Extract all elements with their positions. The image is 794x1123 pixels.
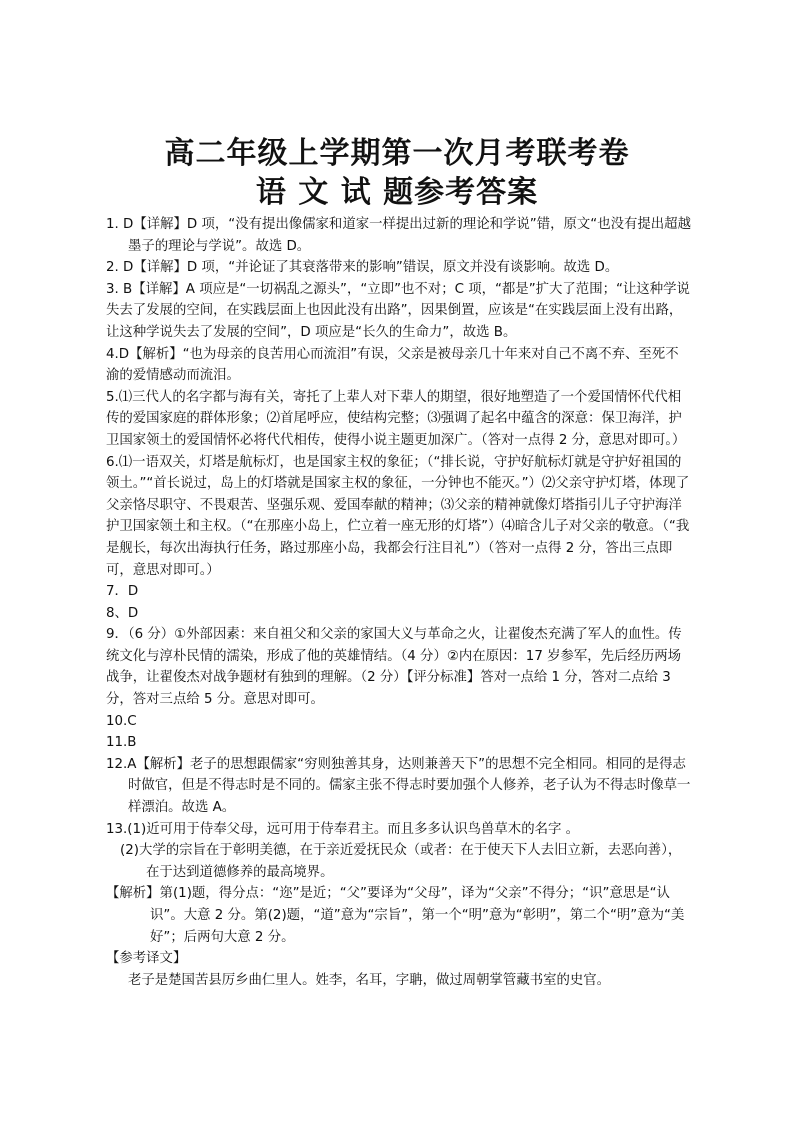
answer-13-part-2: (2)大学的宗旨在于彰明美德，在于亲近爱抚民众（或者：在于使天下人去旧立新，去恶向善），在于达到道德修养的最高境界。 bbox=[120, 843, 682, 880]
answer-3: 3. B【详解】A 项应是“一切祸乱之源头”，“立即”也不对；C 项，“都是”扩大了范围；“让这种学说失去了发展的空间，在实践层面上也因此没有出路”，因果倒置，应该是“在实践层面上没有出路，让这种学说失去了发展的空间”，D 项应是“长久的生命力”，故选 B。 bbox=[106, 281, 690, 340]
answer-13-explanation: 【解析】第(1)题，得分点：“迩”是近；“父”要译为“父母”，译为“父亲”不得分；“识”意思是“认识”。大意 2 分。第(2)题，“道”意为“宗旨”，第一个“明”意为“彰明”，第二个“明”意为“美好”；后两句大意 2 分。 bbox=[106, 886, 685, 945]
answer-5: 5.⑴三代人的名字都与海有关，寄托了上辈人对下辈人的期望，很好地塑造了一个爱国情怀代代相传的爱国家庭的群体形象；⑵首尾呼应，使结构完整；⑶强调了起名中蕴含的深意：保卫海洋，护卫国家领土的爱国情怀必将代代相传，使得小说主题更加深广。（答对一点得 2 分，意思对即可。） bbox=[106, 389, 686, 448]
answer-1: 1. D【详解】D 项，“没有提出像儒家和道家一样提出过新的理论和学说”错，原文“也没有提出超越墨子的理论与学说”。故选 D。 bbox=[106, 217, 691, 254]
exam-title: 高二年级上学期第一次月考联考卷 bbox=[164, 136, 630, 171]
answer-7: 7．D bbox=[106, 584, 139, 600]
answer-9: 9．（6 分）①外部因素：来自祖父和父亲的家国大义与革命之火，让翟俊杰充满了军人的血性。传统文化与淳朴民情的濡染，形成了他的英雄情结。（4 分）②内在原因：17 岁参军，先后经历两场战争，让翟俊杰对战争题材有独到的理解。（2 分）【评分标准】答对一点给 1 分，答对二点给 3 分，答对三点给 5 分。意思对即可。 bbox=[106, 627, 682, 708]
reference-translation-heading: 【参考译文】 bbox=[106, 951, 187, 967]
answer-10: 10.C bbox=[106, 713, 137, 729]
answer-11: 11.B bbox=[106, 735, 137, 751]
reference-translation-text: 老子是楚国苦县厉乡曲仁里人。姓李，名耳，字聃，做过周朝掌管藏书室的史官。 bbox=[128, 972, 611, 988]
answer-list bbox=[106, 214, 691, 991]
answer-13-part-1: 13.(1)近可用于侍奉父母，远可用于侍奉君主。而且多多认识鸟兽草木的名字 。 bbox=[106, 821, 580, 837]
exam-subtitle: 语 文 试 题参考答案 bbox=[255, 175, 539, 210]
answer-12: 12.A【解析】老子的思想跟儒家“穷则独善其身，达则兼善天下”的思想不完全相同。相同的是得志时做官，但是不得志时是不同的。儒家主张不得志时要加强个人修养，老子认为不得志时像草一样漂泊。故选 A。 bbox=[106, 756, 691, 816]
answer-6: 6.⑴一语双关，灯塔是航标灯，也是国家主权的象征；（“排长说，守护好航标灯就是守护好祖国的领土。”“首长说过，岛上的灯塔就是国家主权的象征，一分钟也不能灭。”）⑵父亲守护灯塔，体现了父亲恪尽职守、不畏艰苦、坚强乐观、爱国奉献的精神；⑶父亲的精神就像灯塔指引儿子守护海洋护卫国家领土和主权。（“在那座小岛上，伫立着一座无形的灯塔”）⑷暗含儿子对父亲的敬意。（“我是舰长，每次出海执行任务，路过那座小岛，我都会行注目礼”）（答对一点得 2 分，答出三点即可，意思对即可。） bbox=[106, 454, 690, 578]
answer-2: 2. D【详解】D 项，“并论证了其衰落带来的影响”错误，原文并没有谈影响。故选 D。 bbox=[106, 260, 619, 276]
answer-4: 4.D【解析】“也为母亲的良苦用心而流泪”有误，父亲是被母亲几十年来对自己不离不弃、至死不渝的爱情感动而流泪。 bbox=[106, 346, 679, 384]
answer-8: 8、D bbox=[106, 605, 139, 621]
